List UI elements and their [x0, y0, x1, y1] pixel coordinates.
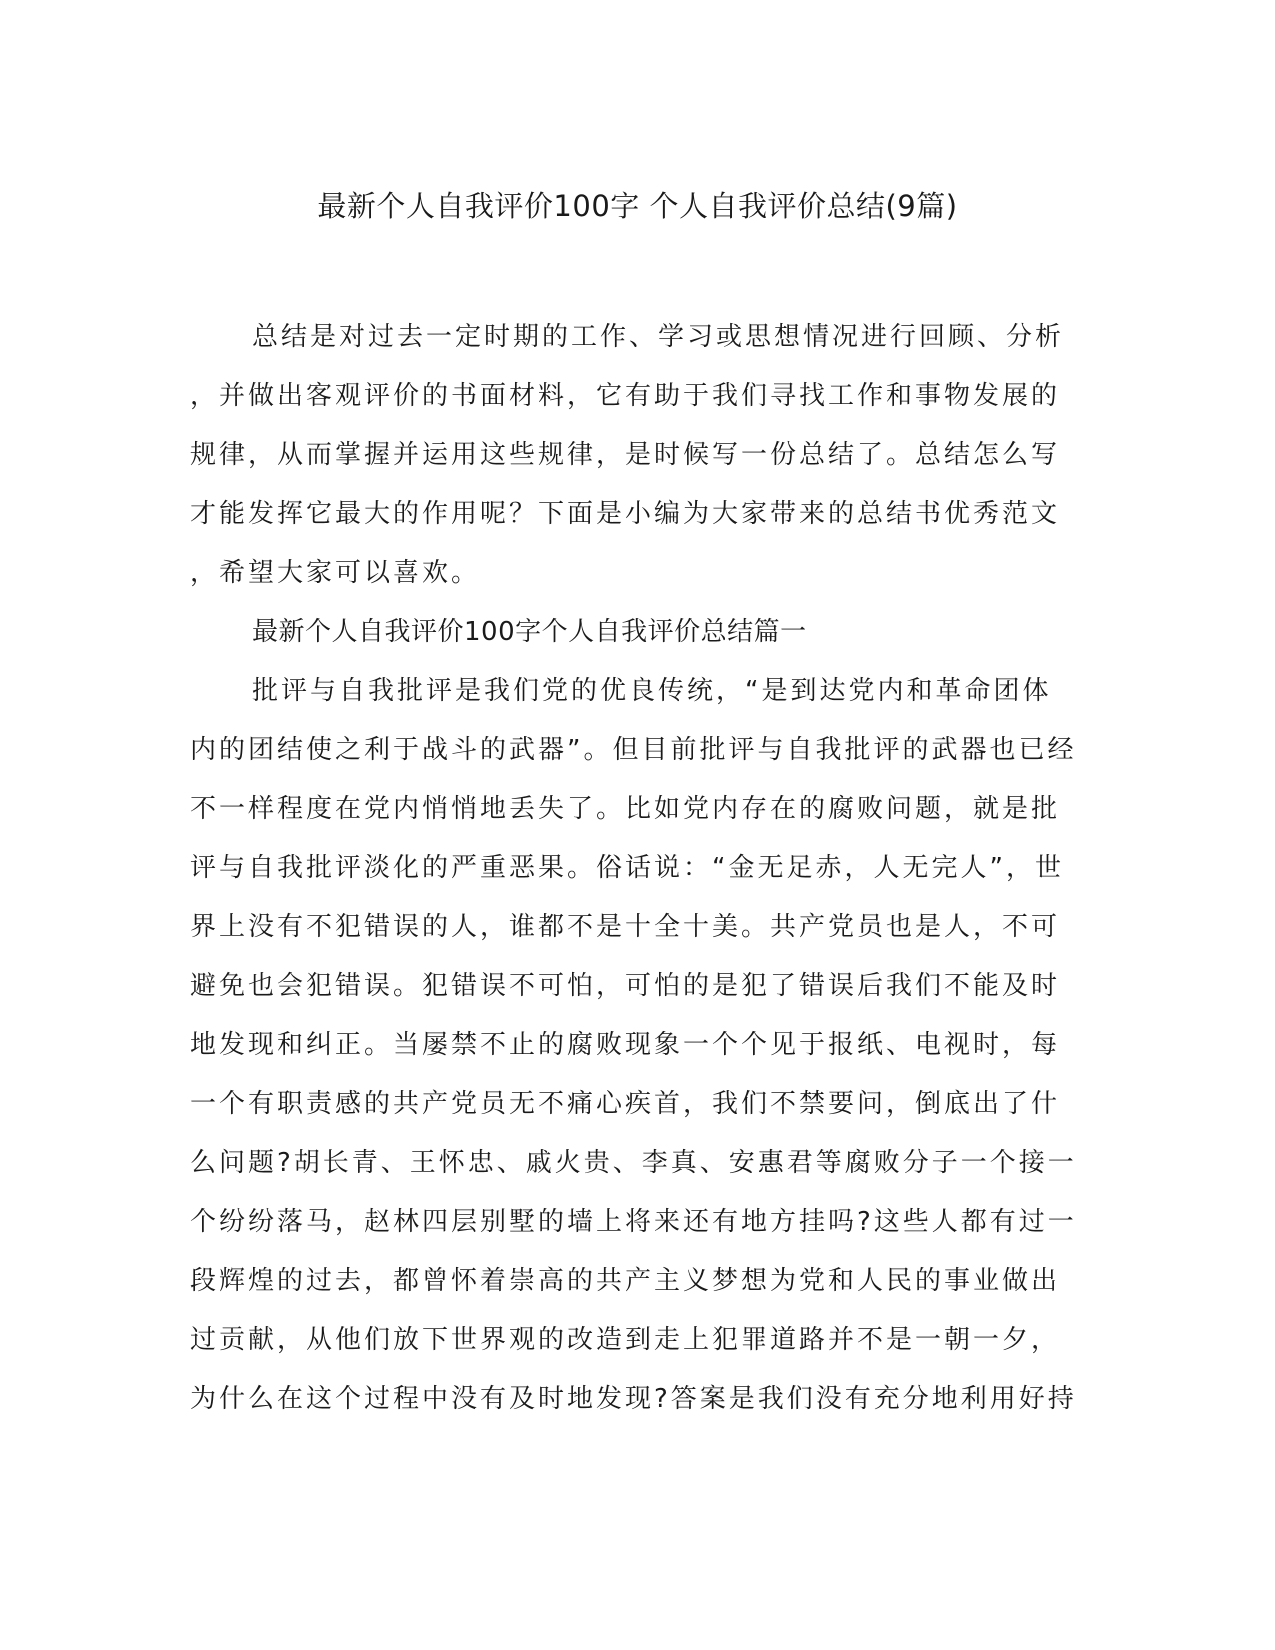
body-line: 过贡献，从他们放下世界观的改造到走上犯罪道路并不是一朝一夕，: [190, 1325, 1061, 1355]
intro-line: 才能发挥它最大的作用呢？下面是小编为大家带来的总结书优秀范文: [190, 499, 1061, 529]
document-title: 最新个人自我评价100字 个人自我评价总结(9篇): [317, 189, 958, 223]
body-line: 地发现和纠正。当屡禁不止的腐败现象一个个见于报纸、电视时，每: [190, 1030, 1061, 1060]
body-line: 个纷纷落马，赵林四层别墅的墙上将来还有地方挂吗?这些人都有过一: [190, 1207, 1077, 1237]
intro-line: 规律，从而掌握并运用这些规律，是时候写一份总结了。总结怎么写: [190, 440, 1061, 470]
body-line: 么问题?胡长青、王怀忠、戚火贵、李真、安惠君等腐败分子一个接一: [190, 1148, 1077, 1178]
intro-line: ，并做出客观评价的书面材料，它有助于我们寻找工作和事物发展的: [190, 381, 1061, 411]
body-line: 批评与自我批评是我们党的优良传统，“是到达党内和革命团体: [252, 676, 1052, 706]
body-line: 评与自我批评淡化的严重恶果。俗话说：“金无足赤，人无完人”，世: [190, 853, 1064, 883]
section-heading: 最新个人自我评价100字个人自我评价总结篇一: [252, 617, 807, 647]
body-line: 一个有职责感的共产党员无不痛心疾首，我们不禁要问，倒底出了什: [190, 1089, 1061, 1119]
intro-line: ，希望大家可以喜欢。: [190, 558, 481, 588]
body-line: 内的团结使之利于战斗的武器”。但目前批评与自我批评的武器也已经: [190, 735, 1077, 765]
body-line: 不一样程度在党内悄悄地丢失了。比如党内存在的腐败问题，就是批: [190, 794, 1061, 824]
body-line: 界上没有不犯错误的人，谁都不是十全十美。共产党员也是人，不可: [190, 912, 1061, 942]
body-line: 为什么在这个过程中没有及时地发现?答案是我们没有充分地利用好持: [190, 1384, 1077, 1414]
body-line: 段辉煌的过去，都曾怀着崇高的共产主义梦想为党和人民的事业做出: [190, 1266, 1061, 1296]
intro-line: 总结是对过去一定时期的工作、学习或思想情况进行回顾、分析: [252, 322, 1065, 352]
body-line: 避免也会犯错误。犯错误不可怕，可怕的是犯了错误后我们不能及时: [190, 971, 1061, 1001]
